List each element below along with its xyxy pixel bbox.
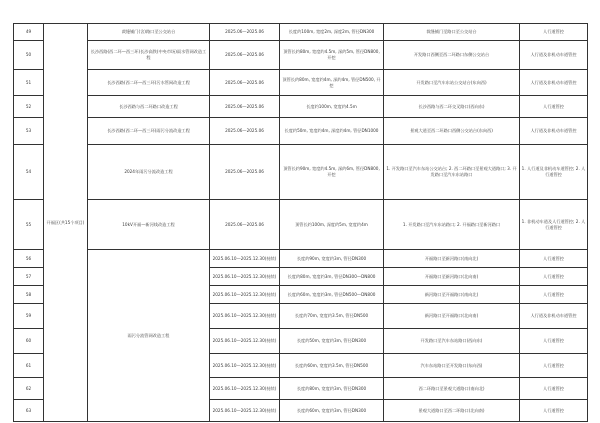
construction-scale: 长度约60m, 宽度约3.5m, 管径DN500 xyxy=(280,354,384,378)
table-row xyxy=(14,200,588,250)
row-number: 50 xyxy=(14,41,44,70)
traffic-control: 人行道管控 xyxy=(520,329,588,354)
construction-scale: 长度约70m, 宽度约3.5m, 管径DN500 xyxy=(280,304,384,329)
affected-road: 开发路口西侧至西二环路口东侧公交站台 xyxy=(384,41,520,70)
affected-road: 景观大道至西二环路口西侧公交站台(东向西) xyxy=(384,118,520,145)
construction-period: 2025.06—2025.06 xyxy=(210,41,280,70)
affected-road: 开发路口至汽车东站路口(西向东) xyxy=(384,329,520,354)
project-name: 长沙西路(西二环—西三环)长沙高铁(中央市场)雨水管网改造工程 xyxy=(88,41,210,70)
affected-road: 开福路口至新河路口(南向北) xyxy=(384,250,520,268)
construction-scale: 顶管长约90m, 宽度约4.5m, 深约6m, 管径DN800, 开挖 xyxy=(280,145,384,200)
traffic-control: 人行道及非机动车道管控 xyxy=(520,304,588,329)
construction-scale: 长度约80m, 宽度约3m, 管径DN300—DN800 xyxy=(280,268,384,286)
construction-period: 2025.06.10—2025.12.30(持续) xyxy=(210,268,280,286)
row-number: 49 xyxy=(14,24,44,41)
construction-scale: 顶管长约80m, 宽度约4m, 深约4m, 管径DN500, 开挖 xyxy=(280,70,384,96)
affected-road: 1. 开发路口至汽车东站公交站台; 2. 西二环路口至景观大道路口; 3. 开发路口至汽车东站路口 xyxy=(384,145,520,200)
project-name: 长沙西路与西二环路口改造工程 xyxy=(88,96,210,118)
construction-scale: 长度约90m, 宽度约3m, 管径DN300 xyxy=(280,250,384,268)
traffic-control: 人行道管控 xyxy=(520,286,588,304)
construction-period: 2025.06.10—2025.12.30(持续) xyxy=(210,378,280,400)
construction-scale: 长度约50m, 宽度约4m, 深度约4m, 管径DN1000 xyxy=(280,118,384,145)
construction-period: 2025.06—2025.06 xyxy=(210,118,280,145)
row-number: 54 xyxy=(14,145,44,200)
traffic-control: 人行道及非机动车道管控 xyxy=(520,70,588,96)
table-row xyxy=(14,24,588,41)
table-row xyxy=(14,250,588,268)
construction-period: 2025.06.10—2025.12.30(持续) xyxy=(210,286,280,304)
row-number: 53 xyxy=(14,118,44,145)
affected-road: 1. 开发路口至汽车东站路口; 2. 开福路口至新河路口 xyxy=(384,200,520,250)
construction-scale: 顶管长约80m, 宽度约4.5m, 深约5m, 管径DN800, 开挖 xyxy=(280,41,384,70)
row-number: 56 xyxy=(14,250,44,268)
construction-period: 2025.06—2025.06 xyxy=(210,200,280,250)
traffic-control: 人行道管控 xyxy=(520,400,588,422)
table-row xyxy=(14,70,588,96)
traffic-control: 人行道管控 xyxy=(520,24,588,41)
traffic-control: 人行道管控 xyxy=(520,378,588,400)
row-number: 62 xyxy=(14,378,44,400)
traffic-control: 人行道及非机动车道管控 xyxy=(520,118,588,145)
row-number: 57 xyxy=(14,268,44,286)
project-name: 长沙西路(西二环—西三环)污水管网改造工程 xyxy=(88,70,210,96)
project-name: 2024年雨污分流改造工程 xyxy=(88,145,210,200)
affected-road: 汽车东站路口至开发路口(东向西) xyxy=(384,354,520,378)
row-number: 61 xyxy=(14,354,44,378)
construction-period: 2025.06.10—2025.12.30(持续) xyxy=(210,250,280,268)
row-number: 60 xyxy=(14,329,44,354)
table-row xyxy=(14,145,588,200)
top-margin xyxy=(0,0,600,23)
construction-schedule-table xyxy=(13,23,588,422)
affected-road: 长沙西路与西二环交叉路口(西向东) xyxy=(384,96,520,118)
project-name: 10kV开福—新河线改造工程 xyxy=(88,200,210,250)
construction-scale: 长度约80m, 宽度约3m, 管径DN300 xyxy=(280,378,384,400)
construction-period: 2025.06—2025.06 xyxy=(210,96,280,118)
table-row xyxy=(14,96,588,118)
construction-period: 2025.06.10—2025.12.30(持续) xyxy=(210,354,280,378)
construction-period: 2025.06—2025.06 xyxy=(210,24,280,41)
construction-period: 2025.06.10—2025.12.30(持续) xyxy=(210,329,280,354)
affected-road: 新河路口至开福路口(北向南) xyxy=(384,304,520,329)
construction-scale: 长度约60m, 宽度约3m, 管径DN500—DN800 xyxy=(280,286,384,304)
construction-period: 2025.06.10—2025.12.30(持续) xyxy=(210,400,280,422)
row-number: 55 xyxy=(14,200,44,250)
traffic-control: 1. 人行道及非机动车道管控; 2. 人行道管控 xyxy=(520,145,588,200)
project-name: 长沙西路(西二环—西三环)雨污分流改造工程 xyxy=(88,118,210,145)
construction-scale: 长度约100m, 宽度2m, 深度2m, 管径DN300 xyxy=(280,24,384,41)
traffic-control: 人行道及非机动车道管控 xyxy=(520,41,588,70)
table-row xyxy=(14,41,588,70)
affected-road: 新河路口至开福路口(南向北) xyxy=(384,286,520,304)
construction-scale: 长度约60m, 宽度约3m, 管径DN300 xyxy=(280,400,384,422)
affected-road: 裁缝铺门至路口至公交站台 xyxy=(384,24,520,41)
row-number: 59 xyxy=(14,304,44,329)
row-number: 52 xyxy=(14,96,44,118)
traffic-control: 人行道管控 xyxy=(520,96,588,118)
construction-scale: 顶管长约100m, 深度约5m, 宽度约4m xyxy=(280,200,384,250)
traffic-control: 人行道管控 xyxy=(520,268,588,286)
row-number: 51 xyxy=(14,70,44,96)
traffic-control: 人行道管控 xyxy=(520,250,588,268)
construction-scale: 长度约50m, 宽度约3m, 管径DN300 xyxy=(280,329,384,354)
affected-road: 景观大道路口至西二环路口(北向南) xyxy=(384,400,520,422)
table-row xyxy=(14,118,588,145)
district-cell: 开福区(共15个项目) xyxy=(44,24,88,422)
row-number: 63 xyxy=(14,400,44,422)
affected-road: 开福路口至新河路口(北向南) xyxy=(384,268,520,286)
traffic-control: 人行道管控 xyxy=(520,354,588,378)
traffic-control: 1. 非机动车道及人行道管控; 2. 人行道管控 xyxy=(520,200,588,250)
affected-road: 开发路口至汽车东站公交站台(东向西) xyxy=(384,70,520,96)
construction-period: 2025.06—2025.06 xyxy=(210,70,280,96)
construction-period: 2025.06.10—2025.12.30(持续) xyxy=(210,304,280,329)
construction-scale: 长度约100m, 宽度约4.5m xyxy=(280,96,384,118)
project-name: 裁缝铺门(含)路口至公交站台 xyxy=(88,24,210,41)
row-number: 58 xyxy=(14,286,44,304)
construction-period: 2025.06—2025.06 xyxy=(210,145,280,200)
affected-road: 西二环路口至景观大道路口(南向北) xyxy=(384,378,520,400)
project-name: 雨污分流管网改造工程 xyxy=(88,250,210,422)
